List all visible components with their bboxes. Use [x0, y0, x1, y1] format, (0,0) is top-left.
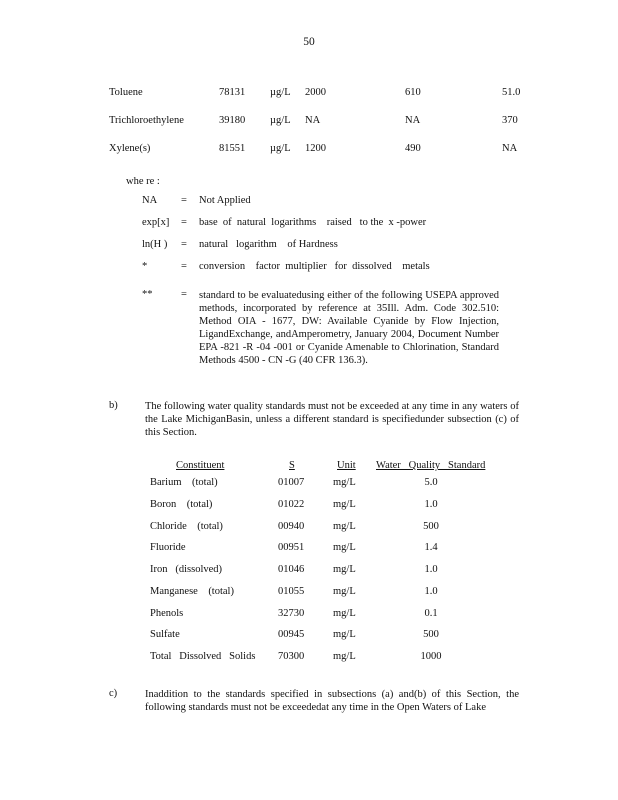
standard-value: 1.0	[424, 586, 438, 597]
standard-value: 1000	[420, 651, 442, 662]
section-label: b)	[109, 400, 118, 411]
definition-text: Not Applied	[199, 195, 251, 206]
table-row	[0, 542, 618, 556]
constituent-name: Manganese (total)	[150, 586, 234, 597]
storet-number: 81551	[219, 143, 246, 154]
definition-symbol: **	[142, 289, 153, 300]
equals-sign: =	[181, 195, 187, 206]
value-1: NA	[305, 115, 321, 126]
constituent-name: Chloride (total)	[150, 521, 223, 532]
section-label: c)	[109, 688, 118, 699]
equals-sign: =	[181, 239, 187, 250]
standard-value: 1.0	[424, 564, 438, 575]
constituent-name: Total Dissolved Solids	[150, 651, 256, 662]
definition-text: natural logarithm of Hardness	[199, 239, 338, 250]
unit: µg/L	[270, 143, 291, 154]
table-row	[0, 499, 618, 513]
value-3: 370	[502, 115, 518, 126]
equals-sign: =	[181, 289, 187, 300]
definition-text: base of natural logarithms raised to the x -power	[199, 217, 427, 228]
definition-symbol: ln(H )	[142, 239, 168, 250]
storet-number: 01007	[278, 477, 305, 488]
table-row	[0, 586, 618, 600]
value-3: NA	[502, 143, 518, 154]
column-header-water-quality-standard: Water Quality Standard	[376, 460, 486, 471]
standard-value: 500	[423, 521, 439, 532]
constituent-name: Boron (total)	[150, 499, 213, 510]
equals-sign: =	[181, 261, 187, 272]
unit: mg/L	[333, 499, 356, 510]
unit: mg/L	[333, 629, 356, 640]
table-row	[0, 629, 618, 643]
storet-number: 78131	[219, 87, 246, 98]
unit: mg/L	[333, 586, 356, 597]
definition-text: conversion factor multiplier for dissolved metals	[199, 261, 430, 272]
storet-number: 01055	[278, 586, 305, 597]
constituent-name: Fluoride	[150, 542, 186, 553]
table-header	[0, 460, 618, 474]
storet-number: 00951	[278, 542, 305, 553]
column-header-constituent: Constituent	[176, 460, 225, 471]
storet-number: 00940	[278, 521, 305, 532]
where-label: whe re :	[126, 176, 160, 187]
table-row	[0, 115, 618, 129]
value-2: NA	[405, 115, 421, 126]
standard-value: 5.0	[424, 477, 438, 488]
storet-number: 00945	[278, 629, 305, 640]
table-row	[0, 87, 618, 101]
unit: mg/L	[333, 564, 356, 575]
column-header-s: S	[289, 460, 295, 471]
definition-symbol: exp[x]	[142, 217, 170, 228]
storet-number: 01022	[278, 499, 305, 510]
standard-value: 500	[423, 629, 439, 640]
column-header-unit: Unit	[337, 460, 356, 471]
table-row	[0, 608, 618, 622]
table-row	[0, 651, 618, 665]
constituent-name: Phenols	[150, 608, 184, 619]
standard-value: 1.0	[424, 499, 438, 510]
section-paragraph: The following water quality standards must not be exceeded at any time in any waters of the Lake MichiganBasin, unless a different standard is specifiedunder subsection (c) of this Section.	[145, 401, 519, 438]
storet-number: 32730	[278, 608, 305, 619]
unit: mg/L	[333, 521, 356, 532]
equals-sign: =	[181, 217, 187, 228]
storet-number: 39180	[219, 115, 246, 126]
chemical-name: Toluene	[109, 87, 143, 98]
unit: µg/L	[270, 115, 291, 126]
unit: mg/L	[333, 542, 356, 553]
definition-symbol: *	[142, 261, 148, 272]
unit: µg/L	[270, 87, 291, 98]
definition-symbol: NA	[142, 195, 158, 206]
standard-value: 1.4	[424, 542, 438, 553]
storet-number: 70300	[278, 651, 305, 662]
definition-text: standard to be evaluatedusing either of the following USEPA approved methods, incorporated by reference at 35Ill. Adm. Code 302.510: Method OIA - 1677, DW: Available Cyanide by Flow Injection, LigandExchange, andAmperometry, January 2004, Document Number EPA -821 -R -04 -001 or Cyanide Amenable to Chlorination, Standard Methods 4500 - CN -G (40 CFR 136.3).	[199, 290, 499, 366]
chemical-name: Xylene(s)	[109, 143, 151, 154]
constituent-name: Barium (total)	[150, 477, 218, 488]
constituent-name: Iron (dissolved)	[150, 564, 223, 575]
section-paragraph: Inaddition to the standards specified in subsections (a) and(b) of this Section, the following standards must not be exceededat any time in the Open Waters of Lake	[145, 689, 519, 713]
value-1: 2000	[305, 87, 326, 98]
unit: mg/L	[333, 608, 356, 619]
standard-value: 0.1	[424, 608, 438, 619]
page-number: 50	[303, 36, 315, 48]
constituent-name: Sulfate	[150, 629, 180, 640]
unit: mg/L	[333, 477, 356, 488]
table-row	[0, 564, 618, 578]
unit: mg/L	[333, 651, 356, 662]
table-row	[0, 477, 618, 491]
value-2: 490	[405, 143, 421, 154]
storet-number: 01046	[278, 564, 305, 575]
chemical-name: Trichloroethylene	[109, 115, 184, 126]
table-row	[0, 521, 618, 535]
value-1: 1200	[305, 143, 326, 154]
value-3: 51.0	[502, 87, 521, 98]
table-row	[0, 143, 618, 157]
value-2: 610	[405, 87, 421, 98]
